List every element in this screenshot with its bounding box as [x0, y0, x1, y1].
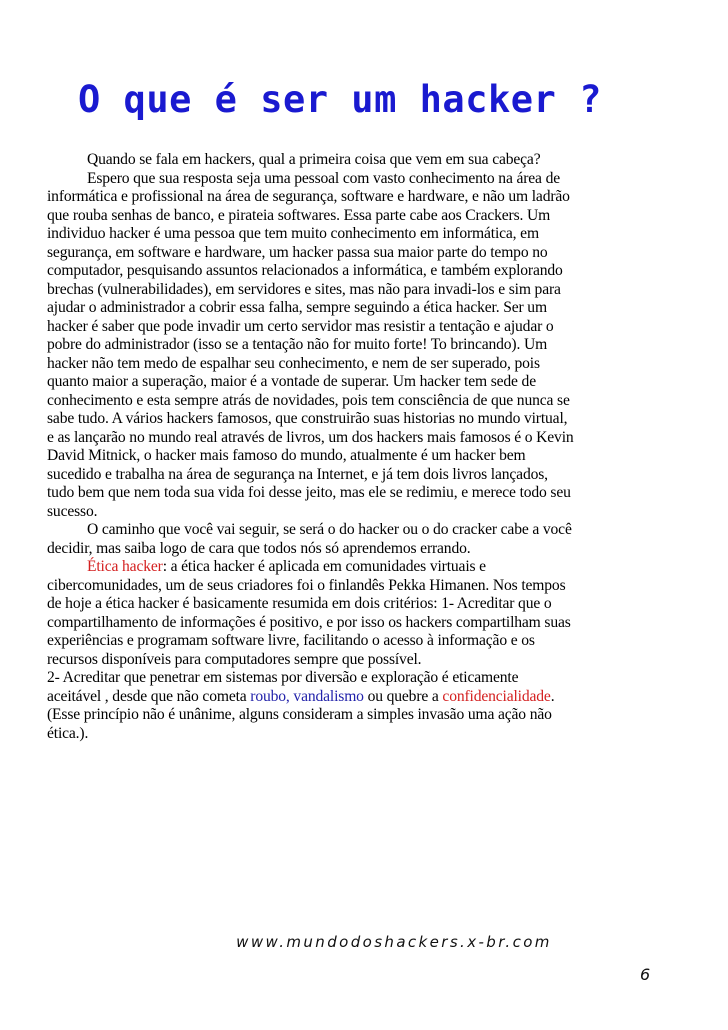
- paragraph-2-line: informática e profissional na área de segurança, software e hardware, e não um ladrão: [47, 188, 570, 205]
- paragraph-2-line: brechas (vulnerabilidades), em servidores e sites, mas não para invadi-los e sim para: [47, 280, 561, 298]
- paragraph-5-line: [47, 688, 679, 707]
- paragraph-2-line: tudo bem que nem toda sua vida foi desse jeito, mas ele se redimiu, e merece todo seu: [47, 484, 571, 501]
- paragraph-2-line: ajudar o administrador a cobrir essa falha, sempre seguindo a ética hacker. Ser um: [47, 299, 547, 316]
- confidencialidade-link[interactable]: confidencialidade: [442, 687, 551, 705]
- paragraph-2-line: e as lançarão no mundo real através de livros, um dos hackers mais famosos é o Kevin: [47, 428, 574, 446]
- paragraph-5-line: (Esse princípio não é unânime, alguns consideram a simples invasão uma ação não: [47, 706, 552, 723]
- paragraph-5-line: ética.).: [47, 724, 89, 742]
- paragraph-4-line: recursos disponíveis para computadores sempre que possível.: [47, 650, 422, 668]
- paragraph-3-line: O caminho que você vai seguir, se será o do hacker ou o do cracker cabe a você: [87, 521, 572, 538]
- paragraph-2-line: computador, pesquisando assuntos relacionados a informática, e também explorando: [47, 262, 563, 279]
- paragraph-2-line: sucesso.: [47, 502, 98, 520]
- paragraph-5-text: aceitável , desde que não cometa: [47, 687, 251, 705]
- paragraph-4-line: cibercomunidades, um de seus criadores foi o finlandês Pekka Himanen. Nos tempos: [47, 576, 566, 594]
- paragraph-2-line: segurança, em software e hardware, um hacker passa sua maior parte do tempo no: [47, 243, 548, 261]
- paragraph-2-line: sabe tudo. A vários hackers famosos, que construirão suas historias no mundo virtual,: [47, 410, 568, 427]
- paragraph-5-text: .: [550, 687, 555, 705]
- paragraph-2-line: que rouba senhas de banco, e pirateia softwares. Essa parte cabe aos Crackers. Um: [47, 206, 551, 224]
- paragraph-2-line: hacker não tem medo de espalhar seu conhecimento, e nem de ser superado, pois: [47, 354, 540, 372]
- paragraph-4-line: experiências e programam software livre, facilitando o acesso à informação e os: [47, 632, 535, 649]
- paragraph-3-line: decidir, mas saiba logo de cara que todos nós só aprendemos errando.: [47, 539, 471, 557]
- paragraph-2-line: Espero que sua resposta seja uma pessoal com vasto conhecimento na área de: [87, 169, 560, 187]
- roubo-vandalismo-link[interactable]: roubo, vandalismo: [250, 687, 364, 705]
- paragraph-4-line: [47, 558, 679, 577]
- paragraph-4-line: compartilhamento de informações é positivo, e por isso os hackers compartilham suas: [47, 613, 571, 631]
- paragraph-2-line: quanto maior a superação, maior é a vontade de superar. Um hacker tem sede de: [47, 373, 536, 390]
- document-body: [47, 151, 679, 743]
- paragraph-2-line: hacker é saber que pode invadir um certo servidor mas resistir a tentação e ajudar o: [47, 317, 554, 335]
- paragraph-5-line: 2- Acreditar que penetrar em sistemas por diversão e exploração é eticamente: [47, 669, 519, 686]
- paragraph-2-line: individuo hacker é uma pessoa que tem muito conhecimento em informática, em: [47, 225, 539, 242]
- footer-url: www.mundodoshackers.x-br.com: [236, 933, 552, 951]
- paragraph-4-line: de hoje a ética hacker é basicamente resumida em dois critérios: 1- Acreditar que o: [47, 595, 552, 612]
- paragraph-5-text: ou quebre a: [363, 687, 443, 705]
- paragraph-1-line: Quando se fala em hackers, qual a primeira coisa que vem em sua cabeça?: [87, 151, 541, 168]
- page-title: O que é ser um hacker ?: [78, 78, 602, 121]
- paragraph-2-line: sucedido e trabalha na área de segurança na Internet, e já tem dois livros lançados,: [47, 465, 548, 483]
- paragraph-2-line: conhecimento e esta sempre atrás de novidades, pois tem consciência de que nunca se: [47, 391, 570, 409]
- etica-hacker-term: Ética hacker: [87, 558, 163, 575]
- paragraph-2-line: David Mitnick, o hacker mais famoso do mundo, atualmente é um hacker bem: [47, 447, 526, 464]
- page-number: 6: [640, 965, 651, 984]
- paragraph-4-text: : a ética hacker é aplicada em comunidades virtuais e: [162, 558, 486, 575]
- paragraph-2-line: pobre do administrador (isso se a tentação não for muito forte! To brincando). Um: [47, 336, 548, 353]
